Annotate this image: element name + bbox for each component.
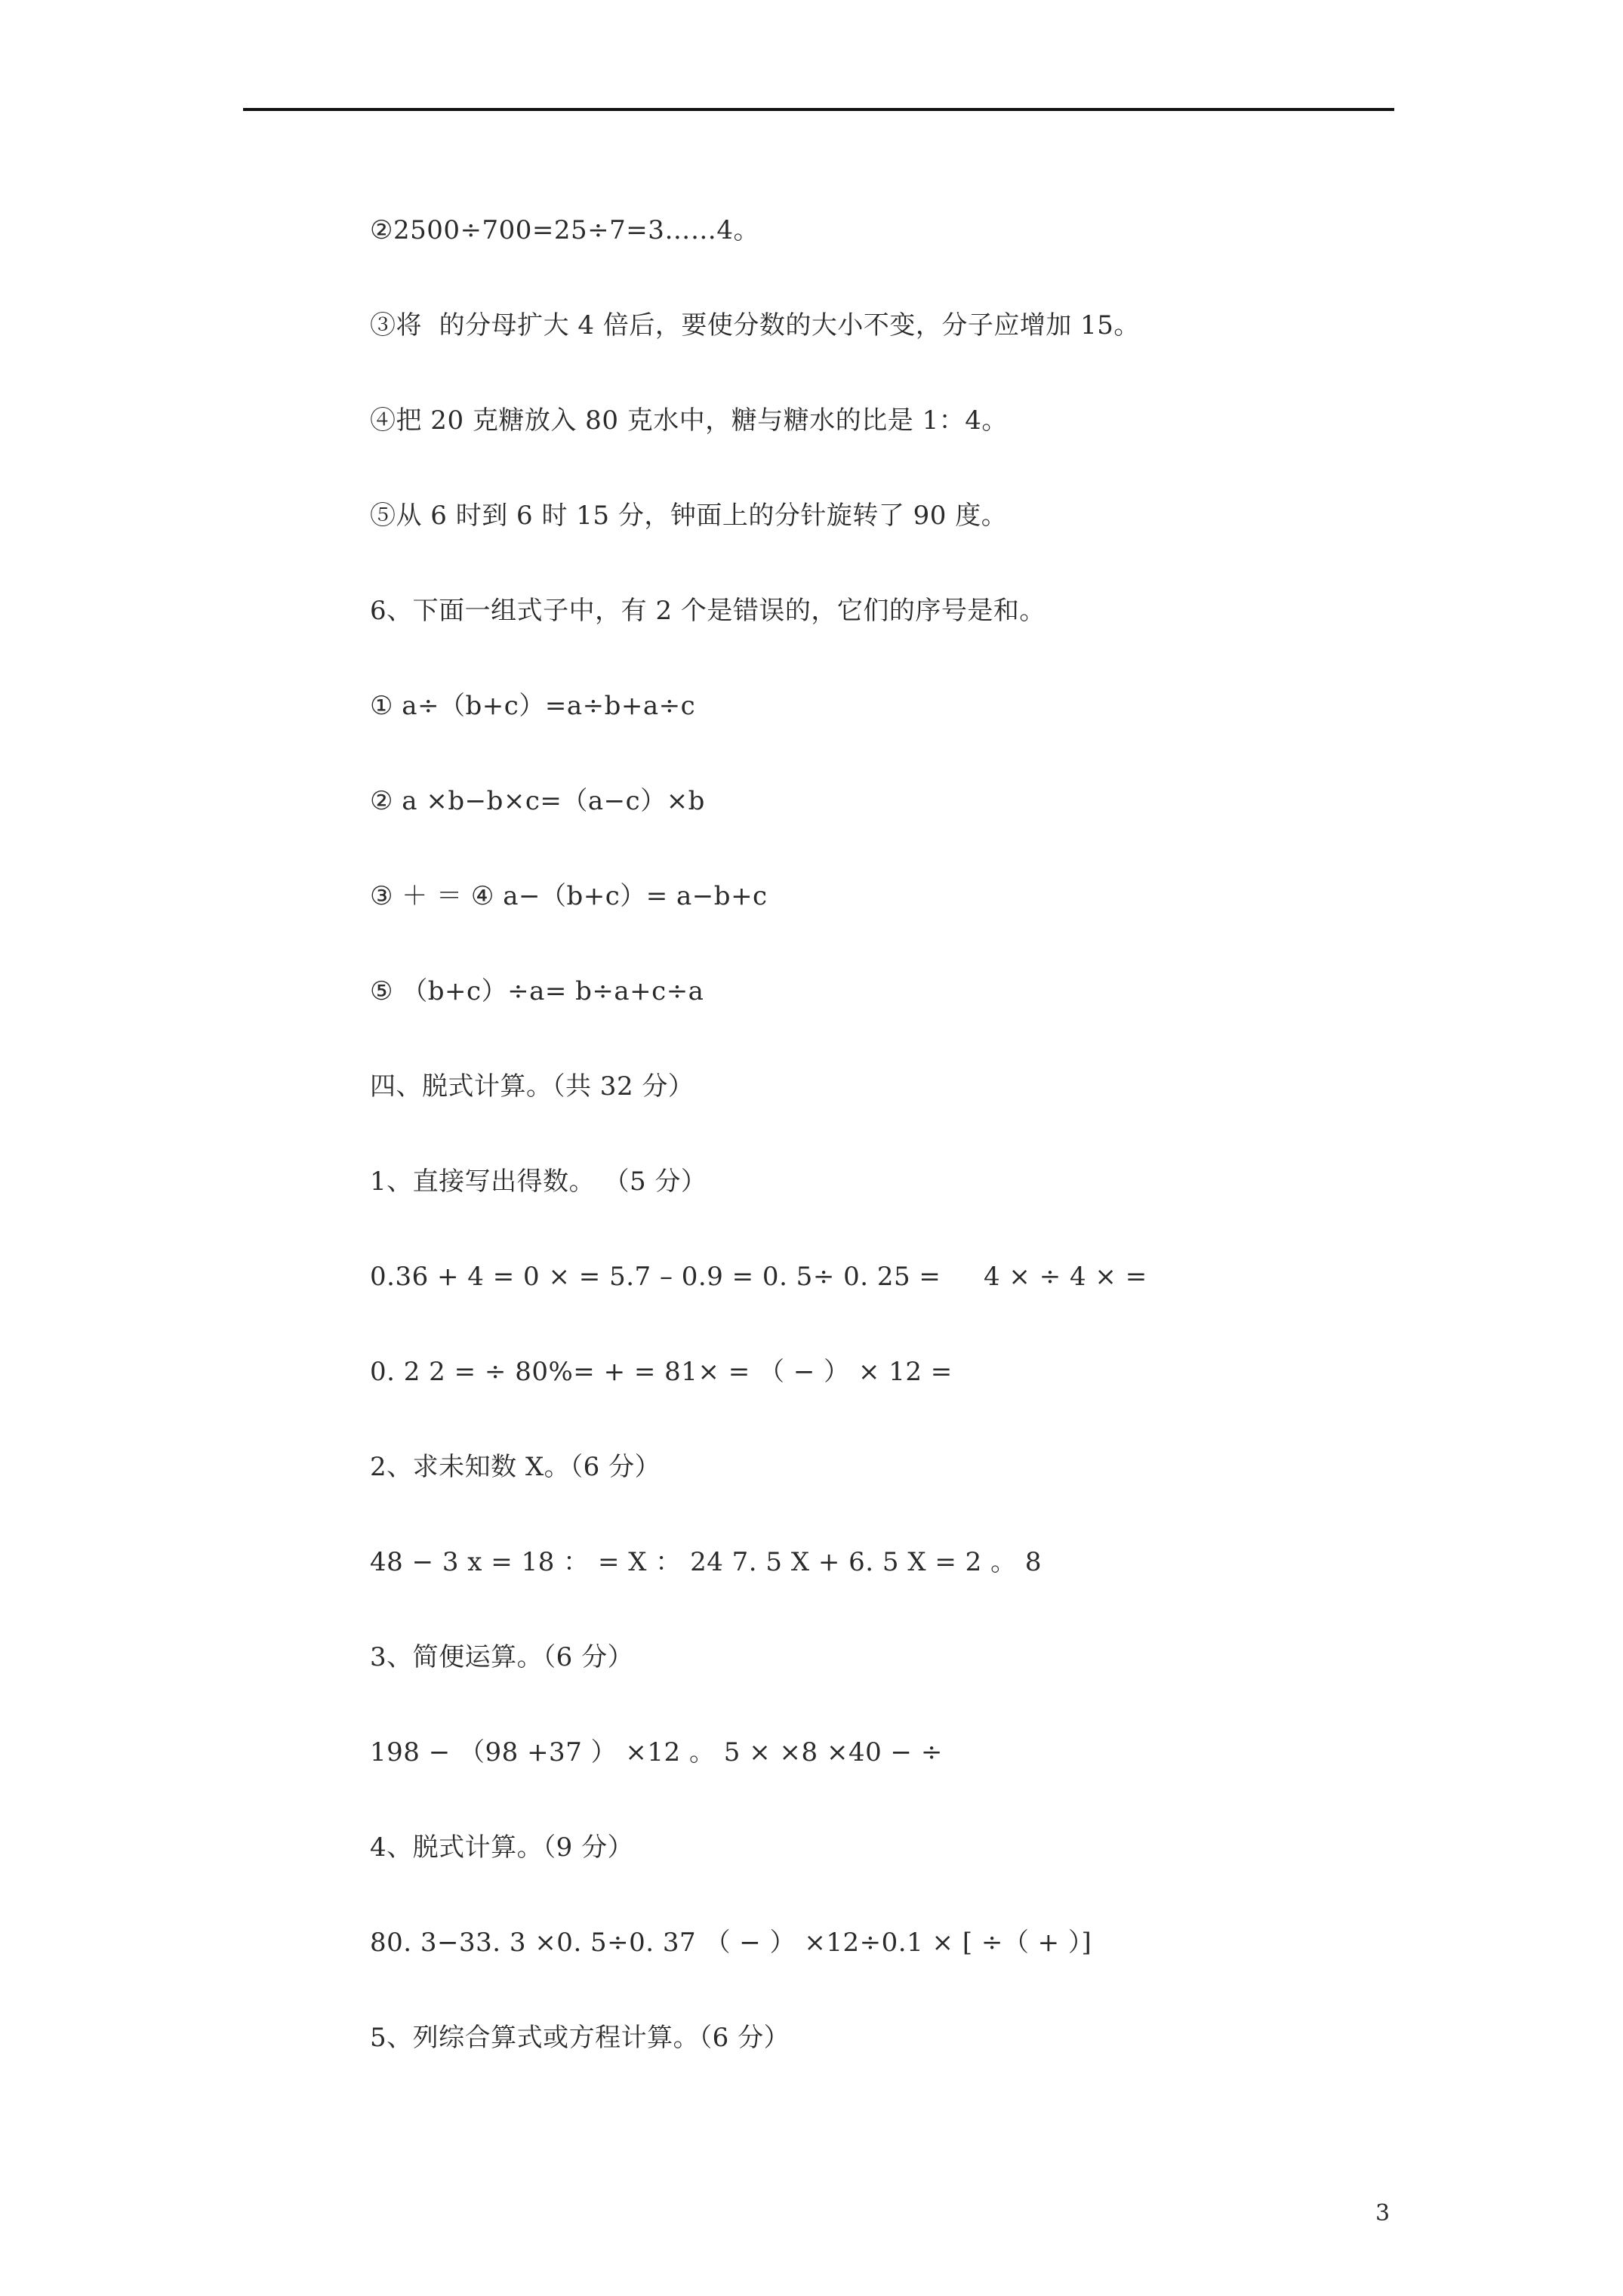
text-line-19: 80. 3−33. 3 ×0. 5÷0. 37 （ − ） ×12÷0.1 × [ ÷（ + ）]	[370, 1928, 1092, 1958]
text-line-16: 3、简便运算。（6 分）	[370, 1642, 634, 1672]
text-line-3: ④把 20 克糖放入 80 克水中，糖与糖水的比是 1：4。	[370, 405, 1008, 436]
text-line-4: ⑤从 6 时到 6 时 15 分，钟面上的分针旋转了 90 度。	[370, 501, 1008, 531]
text-line-8: ③ ＋ ＝ ④ a−（b+c）= a−b+c	[370, 881, 768, 911]
text-line-11: 1、直接写出得数。 （5 分）	[370, 1166, 707, 1197]
text-line-5: 6、下面一组式子中，有 2 个是错误的，它们的序号是和。	[370, 596, 1046, 626]
page-number: 3	[1375, 2200, 1390, 2227]
text-line-7: ② a ×b−b×c=（a−c）×b	[370, 786, 705, 816]
text-line-17: 198 − （98 +37 ） ×12 。 5 × ×8 ×40 − ÷	[370, 1737, 943, 1767]
text-line-9: ⑤ （b+c）÷a= b÷a+c÷a	[370, 976, 704, 1006]
text-line-10: 四、脱式计算。（共 32 分）	[370, 1071, 694, 1102]
text-line-15: 48 − 3 x = 18 ： = X ： 24 7. 5 X + 6. 5 X = 2 。 8	[370, 1547, 1042, 1577]
text-line-2: ③将 的分母扩大 4 倍后，要使分数的大小不变，分子应增加 15。	[370, 310, 1140, 341]
header-rule	[243, 108, 1394, 111]
text-line-14: 2、求未知数 X。（6 分）	[370, 1452, 661, 1482]
text-line-18: 4、脱式计算。（9 分）	[370, 1832, 634, 1863]
text-line-1: ②2500÷700=25÷7=3……4。	[370, 215, 760, 245]
text-line-12: 0.36 + 4 = 0 × = 5.7 – 0.9 = 0. 5÷ 0. 25 = 4 × ÷ 4 × =	[370, 1262, 1147, 1292]
text-line-13: 0. 2 2 = ÷ 80%= + = 81× = （ − ） × 12 =	[370, 1357, 953, 1387]
text-line-6: ① a÷（b+c）=a÷b+a÷c	[370, 691, 696, 721]
text-line-20: 5、列综合算式或方程计算。（6 分）	[370, 2023, 790, 2053]
